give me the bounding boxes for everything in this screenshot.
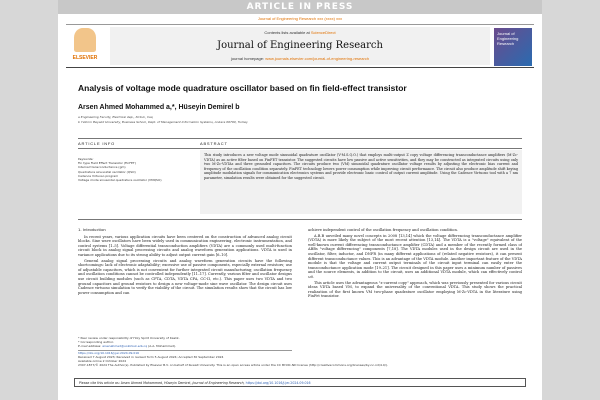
corresponding-note: * Corresponding author. xyxy=(78,340,114,345)
journal-title: Journal of Engineering Research xyxy=(217,40,383,51)
doi-link[interactable]: https://doi.org/10.1016/j.jer.2024.09.016 xyxy=(78,350,292,355)
divider xyxy=(78,138,522,139)
license-text: 2307-1877/© 2024 The Author(s). Published by Elsevier B.V. on behalf of Kuwait University. This is an open access article under the CC BY-NC-ND license (http://creativecommons.org/licenses/by-nc-nd/4.0/). xyxy=(78,363,388,368)
section-heading: 1. Introduction xyxy=(78,228,106,232)
contents-line xyxy=(110,30,490,35)
publisher-name: ELSEVIER xyxy=(72,55,98,61)
email-line xyxy=(78,344,292,348)
affiliation-b: b Yıldırım Beyazıt University, Business School, Dept. of Management Information Systems, Ankara 06760, Turkey xyxy=(78,120,248,124)
review-note: * Peer review under responsibility of Holy Spirit University of Kaslik. xyxy=(78,336,180,340)
body-column-left xyxy=(78,228,292,332)
email-name: (A.A. Mohammed). xyxy=(148,344,177,349)
abstract-heading: ABSTRACT xyxy=(200,141,228,146)
body-paragraph: General analog signal processing circuits and analog waveform generation circuits have the following shortcomings: lack of electronic adaptability; excessive use of passive components, especially external resistors; use of adjustable capacitors, which is not convenient for further integrated circuit manufacturing; oscillation frequency and oscillation conditions cannot be controlled independently [11–17]. Currently, various filter and oscillator designs use circuit building modules (such as CFTA, CDTA, VDTA CFA, CC-II, etc.). This paper uses two VDTA and two ground capacitors and ground resistors to design a new voltage-mode sine wave oscillator. The design circuit uses Cadence virtuoso simulation to verify the viability of the circuit. The simulation results show that the circuit has low power consumption and can xyxy=(78,258,292,295)
body-paragraph: In recent years, various application circuits have been centered on the construction of advanced analog circuit blocks. Sine wave oscillators have been widely used in communication engineering, electronic instrumentation, and control systems [1–5]. Voltage differential transconduction amplifiers (VDTA) are a commonly used multi-function circuit block in analog signal processing circuits and analog waveform generation applications. VDTA is used in variance applications due to its strong ability to adjust output current gain [6–10]. xyxy=(78,234,292,257)
keyword-item: Cadence Virtuoso program xyxy=(78,173,119,178)
journal-header xyxy=(66,24,534,68)
available-date: Available online 2 October 2024 xyxy=(78,359,127,364)
keyword-item: Voltage mode sinusoidal quadrature oscillator (VMQSO) xyxy=(78,178,162,183)
article-title: Analysis of voltage mode quadrature oscillator based on fin field-effect transistor xyxy=(78,83,407,93)
keyword-item: Internal transconductance (gm) xyxy=(78,165,126,170)
divider xyxy=(78,219,522,220)
divider xyxy=(78,148,522,149)
elsevier-logo xyxy=(68,28,102,66)
journal-title-box xyxy=(110,27,490,65)
homepage-line xyxy=(110,56,490,61)
body-paragraph: A.B.B unveiled many novel concepts in 2008 [13,14] which the voltage differencing transconductance amplifier (VDTA) is more likely the subject of the most recent attention [13,14]. The VDTA is a "voltage" equivalent of the well-known current differencing transconductance amplifier (CDTA) and a member of the recently formed class of ABBs "voltage differencing" components [7,18]. The VDTA modules used in the design circuit are used in the oscillator, filter, inductor, and DNFR (in many different applications of (related negative resistors), it can present different transconductance values. This is an advantage of the VDTA module. Another important feature of the VDTA module is that the voltage and current output terminals of the circuit input terminal can easily enter the transconductance application mode [19–21]. The circuit designed in this paper uses a minimum number of passives and the source elements, in addition to the circuit, uses an additional VDTA module, which can effectively control ω0. xyxy=(308,233,522,279)
cover-title: Journal of Engineering Research xyxy=(497,31,519,46)
cite-this-article-box xyxy=(74,378,526,387)
sciencedirect-link[interactable]: ScienceDirect xyxy=(310,30,336,35)
cite-doi-link[interactable]: https://doi.org/10.1016/j.jer.2024.09.016 xyxy=(245,381,311,385)
keywords-label: Keywords: xyxy=(78,157,94,161)
contents-prefix: Contents lists available at xyxy=(264,30,310,35)
received-dates: Received 7 August 2023; Received in revised form 5 August 2024; Accepted 30 September 2024 xyxy=(78,354,224,359)
author-list: Arsen Ahmed Mohammed a,*, Hüseyin Demirel b xyxy=(78,104,240,111)
keyword-item: Fin type Field Effect Transistor (FinFET) xyxy=(78,161,136,166)
homepage-link[interactable]: www.journals.elsevier.com/journal-of-engineering-research xyxy=(265,56,370,61)
keyword-item: Quadrature sinusoidal oscillator (QSO) xyxy=(78,169,136,174)
cite-prefix: Please cite this article as: Arsen Ahmed Mohammed, Hüseyin Demirel, xyxy=(79,381,192,385)
footnotes xyxy=(78,336,388,368)
keywords-block xyxy=(78,157,196,182)
homepage-prefix: journal homepage: xyxy=(230,56,265,61)
article-page xyxy=(58,0,542,400)
cite-journal: Journal of Engineering Research, xyxy=(192,381,245,385)
email-link[interactable]: arsenahmed@uokirkuk.edu.iq xyxy=(102,344,148,349)
article-info-heading: ARTICLE INFO xyxy=(78,141,116,146)
affiliation-a: a Engineering Faculty, Electrical dep., Kirkuk, Iraq xyxy=(78,115,153,119)
body-column-right xyxy=(308,228,522,332)
article-in-press-banner: ARTICLE IN PRESS xyxy=(58,0,542,14)
body-paragraph: achieve independent control of the oscillation frequency and oscillation condition. xyxy=(308,228,458,232)
journal-cover-image xyxy=(494,28,532,66)
journal-citation: Journal of Engineering Research xxx (xxxx) xxx xyxy=(257,16,343,21)
elsevier-tree-icon xyxy=(74,28,96,52)
abstract-text: This study introduces a new voltage mode sinusoidal quadrature oscillator (V-M.S.Q.O.) that employs multi-output Z copy voltage differencing transconductance amplifiers (M-Zc-VDTA) as an active filter based on FinFET transistor. The suggested circuits have low passive and active sensitivities, and they may be constructed as integrated circuits using only two M-Zc-VDTAs and three grounded capacitors. The circuits produce two (VM) sinusoidal quadrature oscillator voltage results by adjusting the electronic bias current and frequency of the oscillation condition separately. FinFET technology lowers power consumption while improving circuit performance. The circuit also produce amplitude shift keying amplitude modulation signals for communication electronics systems and provide electronic basic control of output current amplitude. Using the Cadence Virtuoso tool with a 7 nm parameter, simulation results were obtained for the suggested circuit. xyxy=(200,150,522,214)
body-paragraph: This article uses the advantageous "z-current copy" approach, which was previously presented for various circuit ideas VDTA based VM, to expand the universality of the conventional VDTA. This study shows the practical realization of the first known VM two-phase quadrature oscillator employing M-Zc-VDTA in the literature using FinFet transistor. xyxy=(308,280,522,299)
email-label: E-mail address: xyxy=(78,344,102,349)
